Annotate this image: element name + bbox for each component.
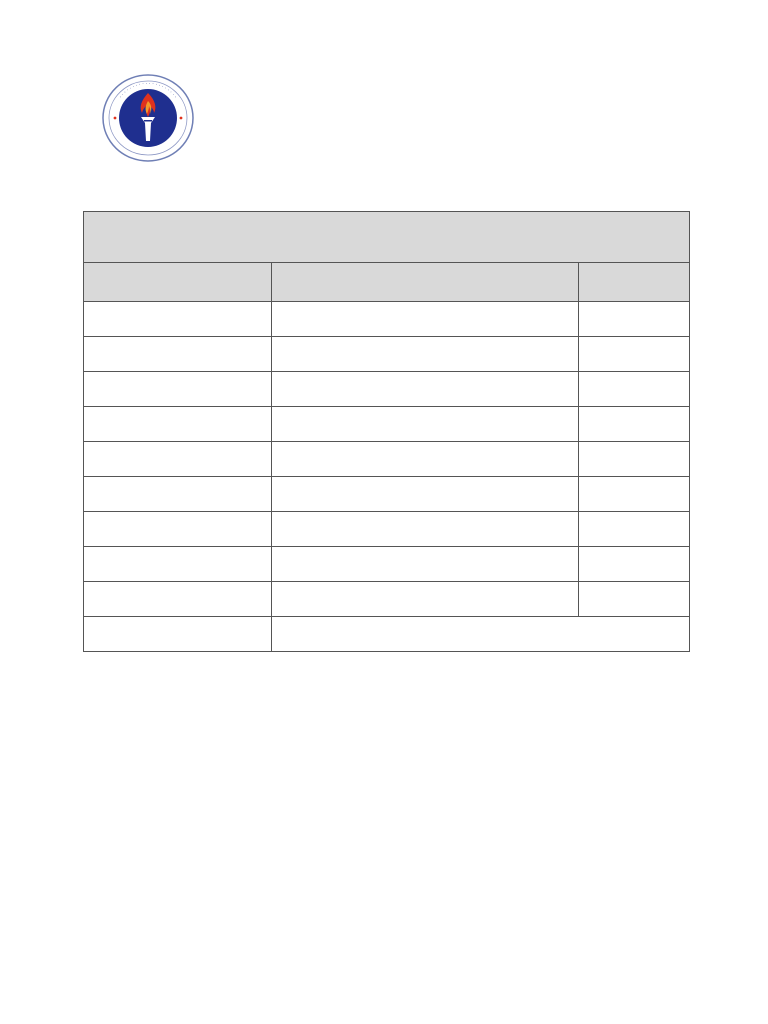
cell-timing [84,512,272,547]
cell-duration [579,442,690,477]
cell-timing [84,442,272,477]
table-row [84,337,690,372]
cell-duration [579,512,690,547]
cell-period [272,442,579,477]
cell-duration [579,582,690,617]
cell-timing [84,477,272,512]
cell-timing [84,372,272,407]
table-row [84,372,690,407]
table-row-final [84,617,690,652]
cell-period [272,337,579,372]
header-period [272,263,579,302]
cell-timing [84,582,272,617]
header-duration [579,263,690,302]
svg-text:· · · · · · · · · · · · · · ·: · · · · · · · · · · · · · · · · · · · · [118,81,178,100]
cell-duration [579,372,690,407]
cell-period [272,372,579,407]
cell-period [272,477,579,512]
table-row [84,477,690,512]
cell-period [272,302,579,337]
cell-timing [84,337,272,372]
table-row [84,407,690,442]
cell-dispersal [272,617,690,652]
cell-timing [84,547,272,582]
table-row [84,512,690,547]
cell-period [272,407,579,442]
cell-timing [84,617,272,652]
bell-timings-table [83,211,690,652]
header-timing [84,263,272,302]
cell-duration [579,547,690,582]
cell-duration [579,477,690,512]
cell-period [272,547,579,582]
table-row [84,442,690,477]
table-title-row [84,212,690,263]
cell-duration [579,407,690,442]
cell-period [272,582,579,617]
cell-timing [84,302,272,337]
table-row [84,302,690,337]
cell-duration [579,337,690,372]
school-logo [101,73,195,163]
cell-duration [579,302,690,337]
table-title [84,212,690,263]
table-row [84,547,690,582]
cell-period [272,512,579,547]
table-header-row [84,263,690,302]
cell-timing [84,407,272,442]
table-row [84,582,690,617]
